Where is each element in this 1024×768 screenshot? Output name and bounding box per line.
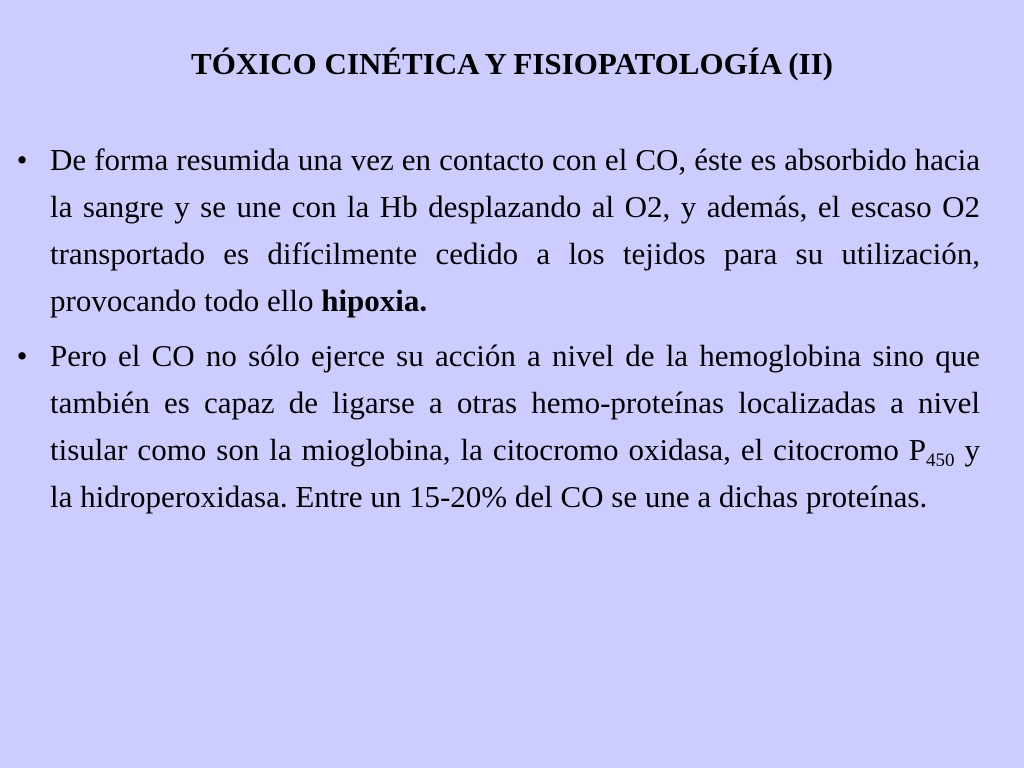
- bullet-1-emphasis: hipoxia.: [321, 283, 428, 318]
- bullet-2-text-after: y la hidroperoxidasa. Entre un 15-20% del CO se une a dichas proteínas.: [50, 432, 980, 514]
- bullet-list: [16, 136, 980, 528]
- bullet-2-subscript: 450: [926, 450, 955, 471]
- bullet-marker: •: [16, 338, 28, 373]
- bullet-item-1: [16, 136, 980, 324]
- bullet-2-text-before: Pero el CO no sólo ejerce su acción a nivel de la hemoglobina sino que también es capaz de ligarse a otras hemo-proteínas localizadas a nivel tisular como son la mioglobina, la citocromo oxidasa, el citocromo P: [50, 338, 980, 467]
- slide-title: TÓXICO CINÉTICA Y FISIOPATOLOGÍA (II): [191, 46, 833, 81]
- bullet-item-2: [16, 332, 980, 520]
- bullet-marker: •: [16, 142, 28, 177]
- bullet-1-text: De forma resumida una vez en contacto con el CO, éste es absorbido hacia la sangre y se une con la Hb desplazando al O2, y además, el escaso O2 transportado es difícilmente cedido a los tejidos para su utilización, provocando todo ello: [50, 142, 980, 318]
